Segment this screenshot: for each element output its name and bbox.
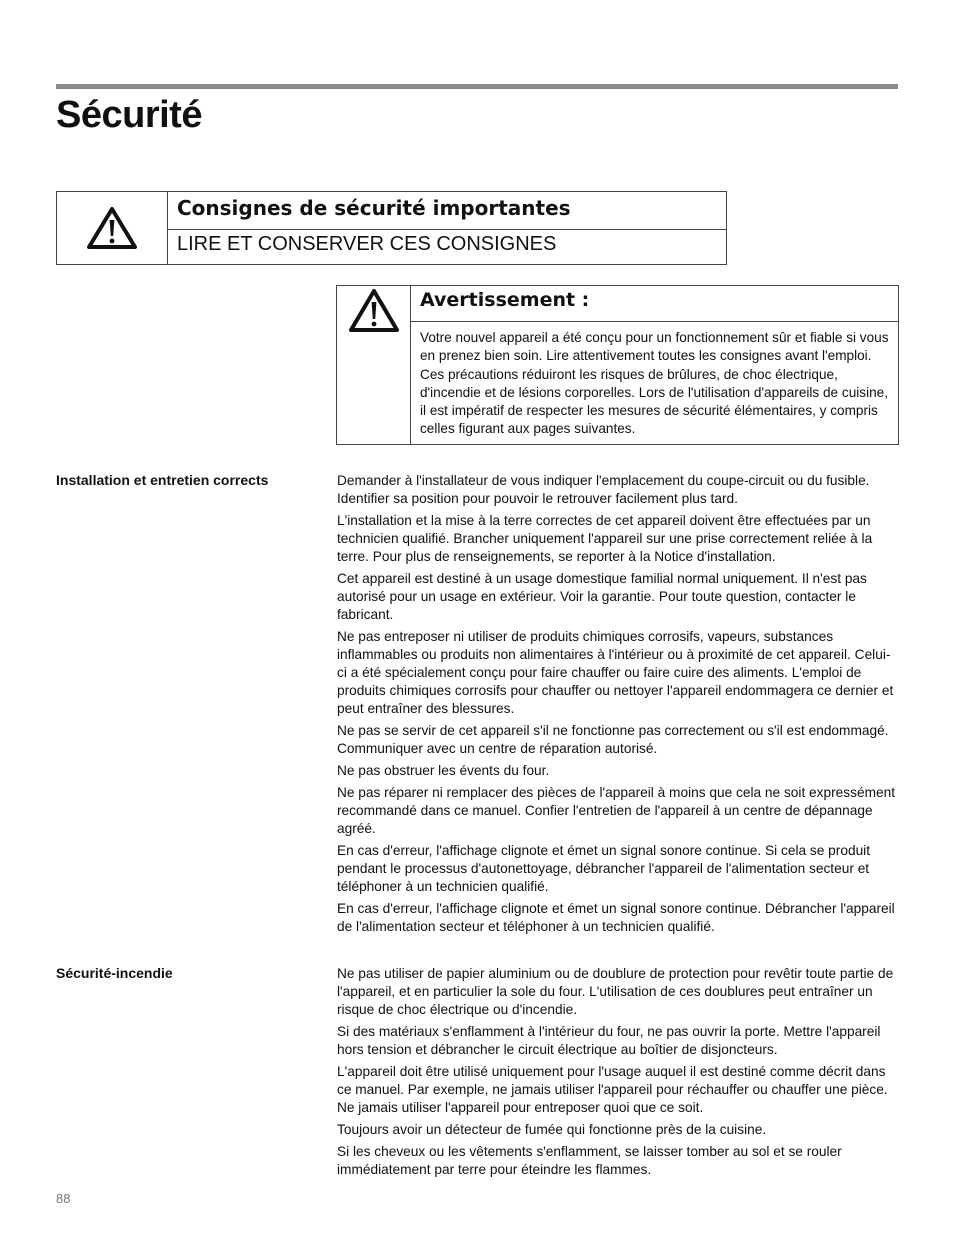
paragraph: Ne pas réparer ni remplacer des pièces de l'appareil à moins que cela ne soit expressément recommandé dans ce manuel. Confier l'entretien de l'appareil à un centre de dépannage agréé. — [337, 785, 896, 836]
warning-box-heading: Avertissement : — [411, 286, 898, 322]
warning-box-text: Votre nouvel appareil a été conçu pour un fonctionnement sûr et fiable si vous en prenez bien soin. Lire attentivement toutes les consignes avant l'emploi. Ces précautions réduiront les risques de brûlures, de choc électrique, d'incendie et de lésions corporelles. Lors de l'utilisation d'appareils de cuisine, il est impératif de respecter les mesures de sécurité élémentaires, y compris celles figurant aux pages suivantes. — [420, 330, 889, 437]
section-body-installation — [337, 472, 899, 940]
warning-box — [336, 285, 899, 445]
important-box-heading: Consignes de sécurité importantes — [168, 192, 726, 230]
warning-triangle-icon — [57, 192, 168, 264]
paragraph: Toujours avoir un détecteur de fumée qui fonctionne près de la cuisine. — [337, 1122, 767, 1137]
section-body-fire-safety — [337, 965, 899, 1183]
paragraph: Si des matériaux s'enflamment à l'intérieur du four, ne pas ouvrir la porte. Mettre l'appareil hors tension et débrancher le circuit électrique au boîtier de disjoncteurs. — [337, 1024, 881, 1057]
warning-triangle-icon — [337, 286, 411, 444]
page-title: Sécurité — [56, 94, 202, 136]
paragraph: Si les cheveux ou les vêtements s'enflamment, se laisser tomber au sol et se rouler immédiatement par terre pour éteindre les flammes. — [337, 1144, 842, 1177]
paragraph: Ne pas obstruer les évents du four. — [337, 763, 550, 778]
important-box-subheading: LIRE ET CONSERVER CES CONSIGNES — [177, 233, 557, 255]
section-label-fire-safety: Sécurité-incendie — [56, 965, 173, 981]
paragraph: Cet appareil est destiné à un usage domestique familial normal uniquement. Il n'est pas autorisé pour un usage en extérieur. Voir la garantie. Pour toute question, contacter le fabricant. — [337, 571, 867, 622]
paragraph: Demander à l'installateur de vous indiquer l'emplacement du coupe-circuit ou du fusible. Identifier sa position pour pouvoir le retrouver facilement plus tard. — [337, 473, 870, 506]
paragraph: Ne pas utiliser de papier aluminium ou de doublure de protection pour revêtir toute partie de l'appareil, et en particulier la sole du four. L'utilisation de ces doublures peut entraîner un risque de choc électrique ou d'incendie. — [337, 966, 894, 1017]
paragraph: En cas d'erreur, l'affichage clignote et émet un signal sonore continue. Débrancher l'appareil de l'alimentation secteur et téléphoner à un technicien qualifié. — [337, 901, 895, 934]
section-label-installation: Installation et entretien corrects — [56, 472, 269, 488]
page-number: 88 — [56, 1191, 71, 1206]
paragraph: En cas d'erreur, l'affichage clignote et émet un signal sonore continue. Si cela se produit pendant le processus d'autonettoyage, débrancher l'appareil de l'alimentation secteur et téléphoner à un technicien qualifié. — [337, 843, 871, 894]
paragraph: L'installation et la mise à la terre correctes de cet appareil doivent être effectuées par un technicien qualifié. Brancher uniquement l'appareil sur une prise correctement reliée à la terre. Pour plus de renseignements, se reporter à la Notice d'installation. — [337, 513, 873, 564]
paragraph: Ne pas se servir de cet appareil s'il ne fonctionne pas correctement ou s'il est endommagé. Communiquer avec un centre de réparation autorisé. — [337, 723, 889, 756]
header-rule — [56, 84, 898, 89]
paragraph: L'appareil doit être utilisé uniquement pour l'usage auquel il est destiné comme décrit dans ce manuel. Par exemple, ne jamais utiliser l'appareil pour réchauffer ou chauffer une pièce. Ne jamais utiliser l'appareil pour entreposer quoi que ce soit. — [337, 1064, 888, 1115]
important-instructions-box — [56, 191, 727, 265]
paragraph: Ne pas entreposer ni utiliser de produits chimiques corrosifs, vapeurs, substances inflammables ou produits non alimentaires à l'intérieur ou à proximité de cet appareil. Celui-ci a été spécialement conçu pour faire chauffer ou faire cuire des aliments. L'emploi de produits chimiques corrosifs pour chauffer ou nettoyer l'appareil endommagera ce dernier et peut entraîner des blessures. — [337, 629, 894, 716]
